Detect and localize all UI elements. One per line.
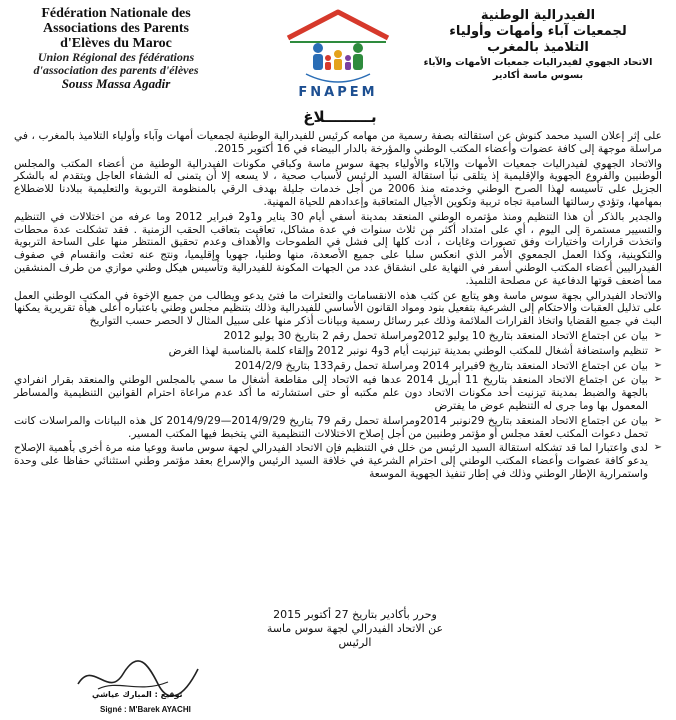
ar-sub-line2: بسوس ماسة أكادير	[492, 70, 584, 81]
document-body	[14, 130, 662, 483]
list-item: ➢ تنظيم واستضافة أشغال للمكتب الوطني بمدينة تيزنيت أيام 3و4 نونبر 2012 وإلقاء كلمة بالمناسبة لهذا الغرض	[14, 345, 662, 358]
ar-title-line3: التلاميذ بالمغرب	[487, 40, 589, 55]
ar-title-line2: لجمعيات آباء وأمهات وأولياء	[449, 24, 627, 39]
stamp-label: توقيع : المبارك عياشي	[92, 690, 183, 699]
header-french	[10, 6, 222, 91]
signature-name: Signé : M'Barek AYACHI	[100, 705, 191, 714]
list-item: ➢ بيان عن اجتماع الاتحاد المنعقد بتاريخ 9فبراير 2014 ومراسلة تحمل رقم133 بتاريخ 2014/2/9	[14, 360, 662, 373]
date-line: وحرر بأكادير بتاريخ 27 أكتوبر 2015	[273, 608, 437, 621]
document-title: بـــــــــلاغ	[303, 108, 377, 126]
role-line: الرئيس	[338, 636, 372, 649]
paragraph: والجدير بالذكر أن هذا التنظيم ومنذ مؤتمره الوطني المنعقد بمدينة أسفي أيام 30 يناير و1و2 فبراير 2012 وما عرفه من اختلالات في التنظيم والتسيير مستمرة إلى اليوم ، أي على امتداد أكثر من ثلاث سنوات في عدة مشاكل، تعاقبت بتعاقب الحقب الزمنية . فقد تشكلت عدة محطات واتخذت قرارات واختيارات وفق تصورات وغايات ، أدت كلها إلى فشل في الطموحات والأهداف وعدم تحقيق المنتظر منها على الساحة التربوية والتكوينية، وكذا العمل الجمعوي الأمر الذي انعكس سلبا على جميع الأصعدة، منها وطنيا، جهويا وإقليميا، ونتج عنه تعثت وانقسام في صفوف الفيدراليين أعضاء المكتب الوطني أسفر في النهاية على انشقاق عدد من الجهات المكونة للفيدرالية وتأسيس هيكل وطني موازي من طرف المنشقين مما أضعف قوتها الدفاعية عن مصلحة التلميذ.	[14, 210, 662, 287]
header-arabic	[408, 8, 668, 82]
list-item: ➢ بيان عن اجتماع الاتحاد المنعقد بتاريخ 29نونبر 2014ومراسلة تحمل رقم 79 بتاريخ 2014/9/29—2014/9/29 كل هذه البيانات والمراسلات كانت تحمل دعوات المكتب لعقد مجلس أو مؤتمر وطنيين من أجل إصلاح الاختلالات التنظيمية التي يتخبط فيها المكتب المسير.	[14, 415, 662, 441]
fr-title-line1: Fédération Nationale des	[41, 6, 191, 21]
list-item: ➢ بيان عن اجتماع الاتحاد المنعقد بتاريخ 11 أبريل 2014 عدها فيه الاتحاد إلى مقاطعة أشغال ما سمي بالمجلس الوطني والمنعقد بقرار انفرادي بالجهة والضبط بمدينة تيزنيت أحد مكونات الاتحاد دون علم مكتبه أو حتى استشارته ما أكد عدم مراعاة احترام القوانين التنظيمية والمساطر المعمول بها وما جرى له التنظيم عوض ما يفترض	[14, 374, 662, 412]
paragraph: على إثر إعلان السيد محمد كنوش عن استقالته بصفة رسمية من مهامه كرئيس للفيدرالية الوطنية لجمعيات أمهات وآباء وأولياء التلاميذ بالمغرب ، في مراسلة موجهة إلى كافة عضوات وأعضاء المكتب الوطني والمؤرخة بالدار البيضاء في 16 أكتوبر 2015.	[14, 130, 662, 155]
fr-city: Souss Massa Agadir	[61, 76, 171, 91]
ar-sub-line1: الاتحاد الجهوي لفيدراليات جمعيات الأمهات والآباء	[423, 57, 653, 68]
statements-list	[14, 330, 662, 481]
fr-title-line2: Associations des Parents	[43, 21, 189, 36]
ar-title-line1: الفيدرالية الوطنية	[480, 8, 596, 23]
list-item: ➢ بيان عن اجتماع الاتحاد المنعقد بتاريخ 10 يوليو 2012ومراسلة تحمل رقم 2 بتاريخ 30 يوليو 2012	[14, 330, 662, 343]
paragraph: والاتحاد الفيدرالي بجهة سوس ماسة وهو يتابع عن كثب هذه الانقسامات والتعثرات ما فتئ يدعو ويطالب من جميع الإخوة في المكتب الوطني العمل على تذليل العقبات والاحتكام إلى الشرعية بتفعيل بنود ومواد القانون الأساسي للفيدرالية وذلك بتنظيم مجلس وطني باعتباره أعلى هيأة تقريرية يمكنها البث في جميع القضايا واتخاذ القرارات الملائمة وذلك عبر رسائل رسمية وبيانات أذكر منها على سبيل المثال لا الحصر حسب التواريخ	[14, 289, 662, 328]
paragraph: والاتحاد الجهوي لفيدراليات جمعيات الأمهات والآباء والأولياء بجهة سوس ماسة وكباقي مكونات الفيدرالية الوطنية من أعضاء المكتب والمجلس الوطنيين والفروع الجهوية والإقليمية إذ يتلقى نبأ استقالة السيد الرئيس لأسباب صحية ، لا يسعه إلا أن يتمنى له الشفاء العاجل ويتقدم له بالشكر الجزيل على تأسيسه لهذا الصرح الوطني وخدمته منذ 2006 من أجل خدمات جليلة بهدف الرقي بالمنظومة التربوية والتعليمية ببلادنا للاضطلاع بمهامها، وتؤدي رسالتها السامية تجاه تربية وتكوين الأجيال المتعاقبة وإعدادهم للحياة المهنية.	[14, 157, 662, 208]
fnapem-logo	[258, 4, 418, 104]
logo-text: FNAPEM	[298, 85, 378, 100]
list-item-final: ➢ لدى واعتبارا لما قد تشكله استقالة السيد الرئيس من خلل في التنظيم فإن الاتحاد الفيدرالي لجهة سوس ماسة ووعيا منه مرة أخرى بأهمية الإصلاح يدعو كافة عضوات وأعضاء المكتب الوطني إلى احترام الشرعية في خلافة السيد الرئيس والإسراع بعقد مؤتمر وطني استثنائي حفاظا على وحدة واستمرارية الإطار الوطني وذلك في إطار تنفيذ الجهوية الموسعة	[14, 442, 662, 480]
fr-sub-line2: d'association des parents d'élèves	[33, 63, 199, 77]
fr-sub-line1: Union Régional des fédérations	[37, 50, 195, 64]
signature-block	[250, 608, 460, 650]
fr-title-line3: d'Elèves du Maroc	[60, 36, 172, 51]
org-line: عن الاتحاد الفيدرالي لجهة سوس ماسة	[266, 622, 444, 635]
